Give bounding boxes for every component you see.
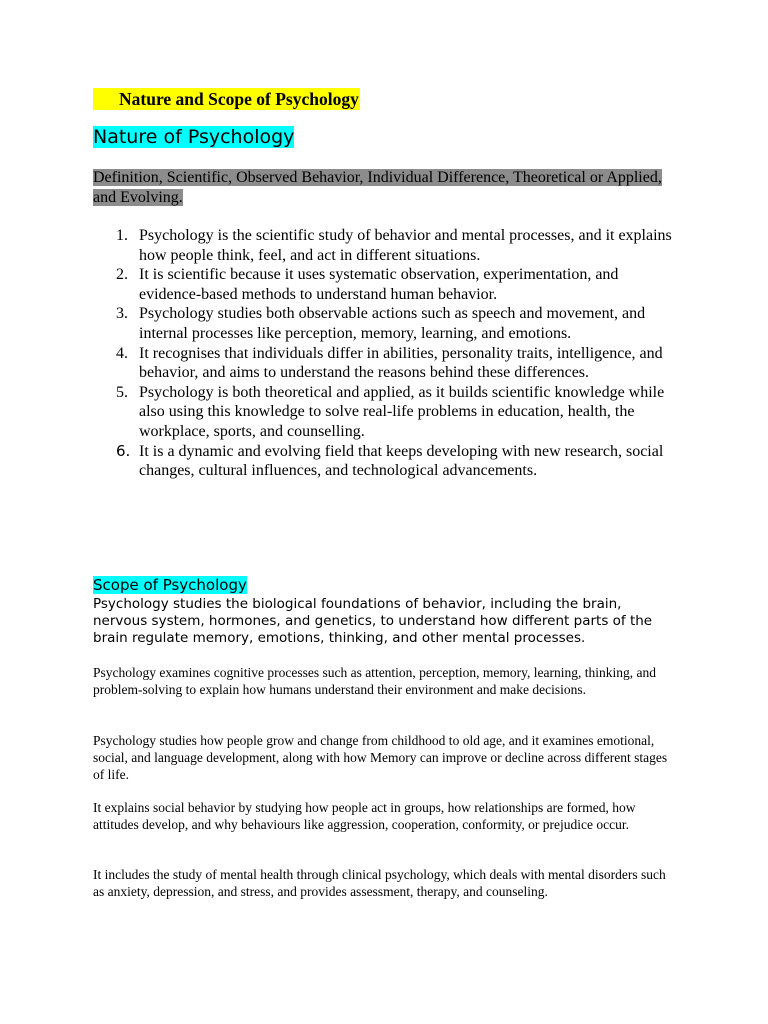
list-item-text: It is a dynamic and evolving field that keeps developing with new research, social changes, cultural influences, and technological advancements. bbox=[139, 442, 664, 480]
keywords-text: Definition, Scientific, Observed Behavior, Individual Difference, Theoretical or Applied, and Evolving. bbox=[93, 169, 662, 206]
scope-heading bbox=[93, 576, 247, 595]
list-item-text: Psychology is the scientific study of behavior and mental processes, and it explains how people think, feel, and act in different situations. bbox=[139, 227, 672, 264]
scope-paragraph: Psychology studies how people grow and change from childhood to old age, and it examines emotional, social, and language development, along with how Memory can improve or decline across different stages of life. bbox=[93, 733, 668, 782]
list-item-number: 5. bbox=[116, 383, 128, 401]
document-title-text: Nature and Scope of Psychology bbox=[93, 88, 360, 110]
scope-paragraph: Psychology studies the biological foundations of behavior, including the brain, nervous system, hormones, and genetics, to understand how different parts of the brain regulate memory, emotions, thinking, and other mental processes. bbox=[93, 596, 653, 646]
list-item bbox=[116, 442, 676, 481]
list-item bbox=[116, 265, 676, 304]
scope-paragraph: It includes the study of mental health through clinical psychology, which deals with mental disorders such as anxiety, depression, and stress, and provides assessment, therapy, and counseling. bbox=[93, 867, 666, 899]
list-item-text: It is scientific because it uses systematic observation, experimentation, and evidence-based methods to understand human behavior. bbox=[139, 266, 619, 303]
nature-points-list bbox=[116, 226, 676, 481]
list-item-number: 4. bbox=[116, 344, 128, 362]
list-item bbox=[116, 383, 676, 442]
list-item-text: Psychology is both theoretical and applied, as it builds scientific knowledge while also using this knowledge to solve real-life problems in education, health, the workplace, sports, and counselling. bbox=[139, 383, 665, 440]
nature-heading-text: Nature of Psychology bbox=[93, 126, 295, 148]
list-item-number: 3. bbox=[116, 305, 128, 323]
list-item-text: It recognises that individuals differ in abilities, personality traits, intelligence, and behavior, and aims to understand the reasons behind these differences. bbox=[139, 344, 663, 382]
nature-heading bbox=[93, 125, 294, 149]
list-item-number: 1. bbox=[116, 227, 128, 244]
list-item bbox=[116, 226, 676, 265]
document-title bbox=[93, 88, 360, 110]
scope-heading-text: Scope of Psychology bbox=[93, 576, 247, 594]
list-item-text: Psychology studies both observable actions such as speech and movement, and internal processes like perception, memory, learning, and emotions. bbox=[139, 305, 646, 342]
scope-paragraph: It explains social behavior by studying how people act in groups, how relationships are formed, how attitudes develop, and why behaviours like aggression, cooperation, conformity, or prejudice occur. bbox=[93, 800, 636, 832]
list-item-number: 2. bbox=[116, 266, 128, 284]
keywords-line bbox=[93, 168, 678, 208]
list-item bbox=[116, 304, 676, 343]
list-item-number: 6. bbox=[116, 441, 131, 460]
list-item bbox=[116, 344, 676, 383]
scope-paragraph: Psychology examines cognitive processes such as attention, perception, memory, learning, thinking, and problem-solving to explain how humans understand their environment and make decisions. bbox=[93, 665, 656, 697]
